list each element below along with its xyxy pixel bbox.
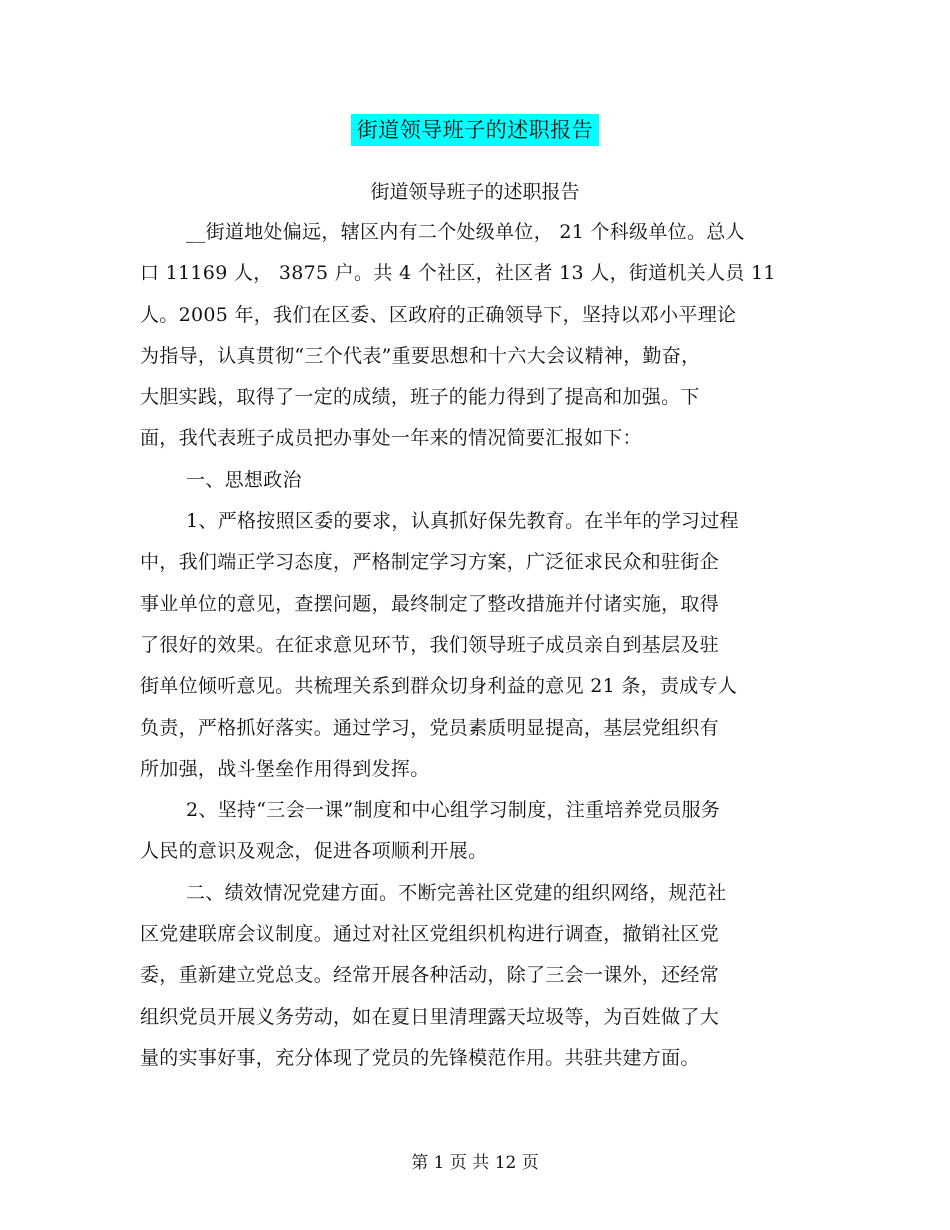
page-footer: 第 1 页 共 12 页: [411, 1153, 539, 1173]
text-line: 区党建联席会议制度。通过对社区党组织机构进行调查，撤销社区党: [140, 923, 720, 946]
text-line: 了很好的效果。在征求意见环节，我们领导班子成员亲自到基层及驻: [140, 633, 720, 656]
text-line: 面，我代表班子成员把办事处一年来的情况简要汇报如下：: [140, 427, 642, 450]
text-line: 大胆实践，取得了一定的成绩，班子的能力得到了提高和加强。下: [140, 386, 700, 409]
text-line: 2、坚持“三会一课”制度和中心组学习制度，注重培养党员服务: [186, 799, 721, 822]
text-line: 人。2005 年，我们在区委、区政府的正确领导下，坚持以邓小平理论: [140, 303, 737, 326]
text-line: 量的实事好事，充分体现了党员的先锋模范作用。共驻共建方面。: [140, 1046, 700, 1069]
header-title-wrap: [0, 114, 950, 146]
text-line: 人民的意识及观念，促进各项顺利开展。: [140, 840, 488, 863]
document-body: [140, 218, 820, 1085]
text-line: 委，重新建立党总支。经常开展各种活动，除了三会一课外，还经常: [140, 964, 720, 987]
text-line: 1、严格按照区委的要求，认真抓好保先教育。在半年的学习过程: [186, 510, 739, 533]
text-line: 中，我们端正学习态度，严格制定学习方案，广泛征求民众和驻街企: [140, 551, 720, 574]
text-line: 负责，严格抓好落实。通过学习，党员素质明显提高，基层党组织有: [140, 716, 720, 739]
text-line: 口 11169 人， 3875 户。共 4 个社区，社区者 13 人，街道机关人员 11: [140, 262, 776, 285]
text-line: __街道地处偏远，辖区内有二个处级单位， 21 个科级单位。总人: [186, 221, 745, 243]
text-line: 事业单位的意见，查摆问题，最终制定了整改措施并付诸实施，取得: [140, 592, 720, 615]
text-line: 组织党员开展义务劳动，如在夏日里清理露天垃圾等，为百姓做了大: [140, 1005, 720, 1028]
text-line: 所加强，战斗堡垒作用得到发挥。: [140, 757, 430, 780]
section-heading: 一、思想政治: [186, 468, 302, 491]
text-line: 街单位倾听意见。共梳理关系到群众切身利益的意见 21 条，责成专人: [140, 675, 738, 698]
document-title: 街道领导班子的述职报告: [370, 181, 580, 203]
text-line: 二、绩效情况党建方面。不断完善社区党建的组织网络，规范社: [186, 881, 727, 904]
text-line: 为指导，认真贯彻“三个代表”重要思想和十六大会议精神，勤奋，: [140, 344, 701, 367]
header-title: 街道领导班子的述职报告: [351, 114, 600, 146]
